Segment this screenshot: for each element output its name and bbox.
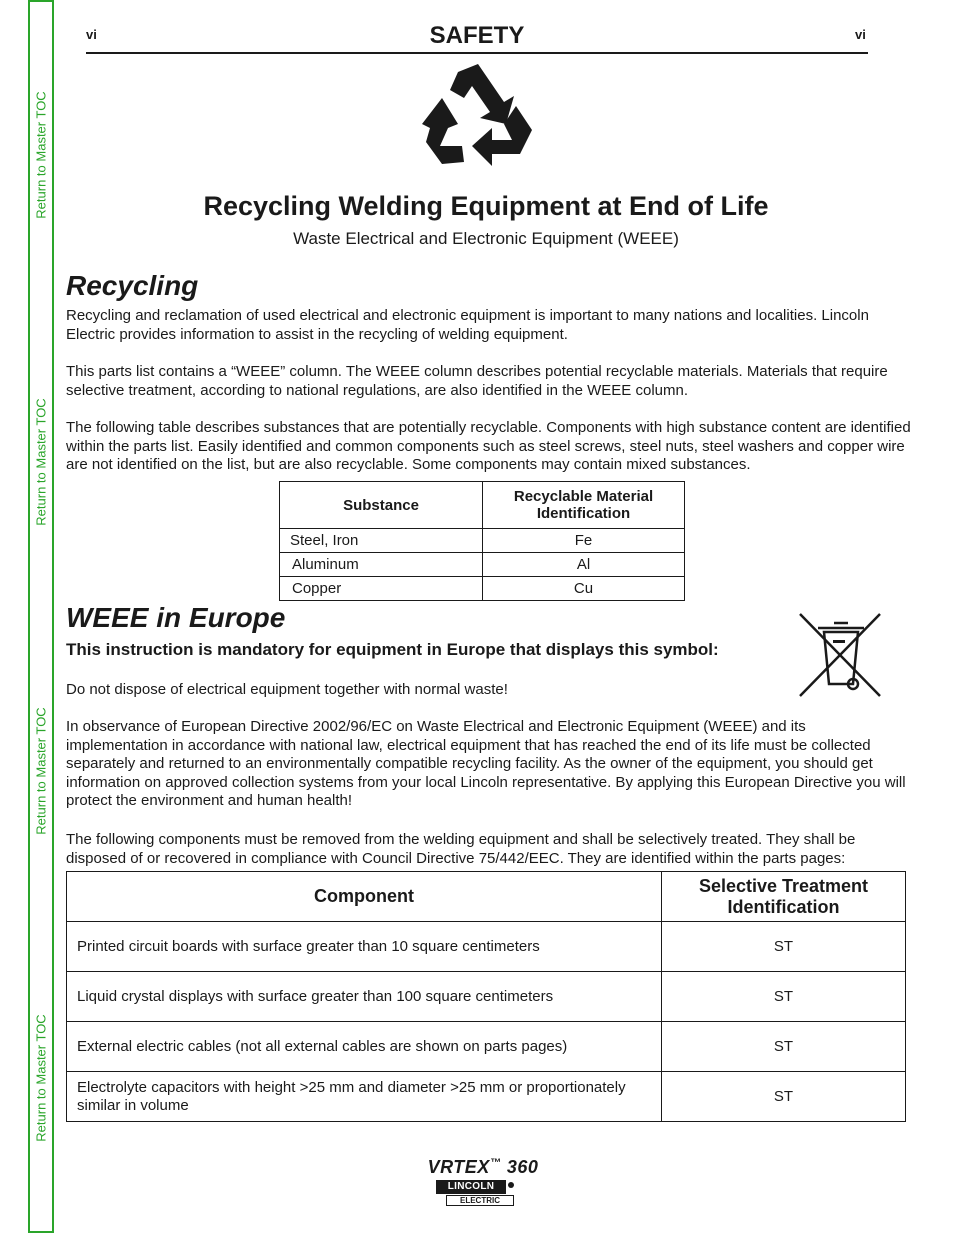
return-to-toc-link-4[interactable]: Return to Master TOC (33, 1014, 49, 1142)
material-id-cell: Cu (483, 577, 685, 601)
treatment-id-cell: ST (662, 922, 906, 972)
product-model (0, 1157, 954, 1178)
material-id-cell: Al (483, 553, 685, 577)
table-row (280, 553, 685, 577)
logo-bottom-text: ELECTRIC (446, 1195, 514, 1206)
table-row (280, 577, 685, 601)
table-row (67, 1022, 906, 1072)
component-cell: Liquid crystal displays with surface greater than 100 square centimeters (67, 972, 662, 1022)
model-number: 360 (506, 1157, 539, 1177)
substance-cell: Aluminum (280, 553, 483, 577)
column-header: Selective Treatment Identification (662, 872, 906, 922)
component-table (66, 871, 906, 1122)
component-cell: Printed circuit boards with surface greater than 10 square centimeters (67, 922, 662, 972)
table-header-row (280, 482, 685, 529)
substance-cell: Steel, Iron (280, 529, 483, 553)
treatment-id-cell: ST (662, 1022, 906, 1072)
recycling-paragraph-2: This parts list contains a “WEEE” column. The WEEE column describes potential recyclable materials. Materials that require selective treatment, according to national regulations, are also identified in the WEEE column. (66, 363, 888, 399)
component-cell: External electric cables (not all external cables are shown on parts pages) (67, 1022, 662, 1072)
table-row (67, 922, 906, 972)
substance-table (279, 481, 685, 601)
page-number-right: vi (855, 27, 866, 42)
return-to-toc-link-1[interactable]: Return to Master TOC (33, 91, 49, 219)
recycling-heading: Recycling (66, 270, 199, 301)
lincoln-logo (436, 1180, 516, 1208)
return-to-toc-link-2[interactable]: Return to Master TOC (33, 398, 49, 526)
page-title: Recycling Welding Equipment at End of Life (203, 191, 769, 221)
component-cell: Electrolyte capacitors with height >25 mm and diameter >25 mm or proportionately similar in volume (67, 1072, 662, 1122)
substance-cell: Copper (280, 577, 483, 601)
recycling-paragraph-3: The following table describes substances that are potentially recyclable. Components with high substance content are identified within the parts list. Easily identified and common components such as steel screws, steel nuts, steel washers and copper wire are not identified on the list, but are also recyclable. Some components may contain mixed substances. (66, 419, 911, 474)
page-subtitle: Waste Electrical and Electronic Equipment (WEEE) (293, 229, 679, 248)
material-id-cell: Fe (483, 529, 685, 553)
trademark-symbol: ™ (489, 1157, 502, 1169)
column-header: Substance (280, 482, 483, 529)
column-header: Recyclable Material Identification (483, 482, 685, 529)
table-row (280, 529, 685, 553)
header-divider (86, 52, 868, 54)
treatment-id-cell: ST (662, 1072, 906, 1122)
recycling-paragraph-1: Recycling and reclamation of used electrical and electronic equipment is important to many nations and localities. Lincoln Electric provides information to assist in the recycling of welding equipment. (66, 307, 869, 343)
logo-registered-dot (508, 1182, 514, 1188)
weee-paragraph-1: Do not dispose of electrical equipment together with normal waste! (66, 681, 508, 698)
weee-heading: WEEE in Europe (66, 602, 286, 633)
treatment-id-cell: ST (662, 972, 906, 1022)
recycle-icon (420, 62, 536, 174)
weee-mandatory-notice: This instruction is mandatory for equipment in Europe that displays this symbol: (66, 640, 719, 659)
weee-paragraph-3: The following components must be removed from the welding equipment and shall be selectively treated. They shall be disposed of or recovered in compliance with Council Directive 75/442/EEC. They are identified within the parts pages: (66, 831, 856, 867)
section-title: SAFETY (429, 22, 525, 49)
table-header-row (67, 872, 906, 922)
table-row (67, 972, 906, 1022)
logo-top-text: LINCOLN (436, 1180, 506, 1194)
column-header: Component (67, 872, 662, 922)
weee-paragraph-2: In observance of European Directive 2002/96/EC on Waste Electrical and Electronic Equipment (WEEE) and its implementation in accordance with national law, electrical equipment that has reached the end of its life must be collected separately and returned to an environmentally compatible recycling facility. As the owner of the equipment, you should get information on approved collection systems from your local Lincoln representative. By applying this European Directive you will protect the environment and human health! (66, 718, 906, 810)
page-number-left: vi (86, 27, 97, 42)
model-name: VRTEX (427, 1157, 490, 1177)
table-row (67, 1072, 906, 1122)
return-to-toc-link-3[interactable]: Return to Master TOC (33, 707, 49, 835)
